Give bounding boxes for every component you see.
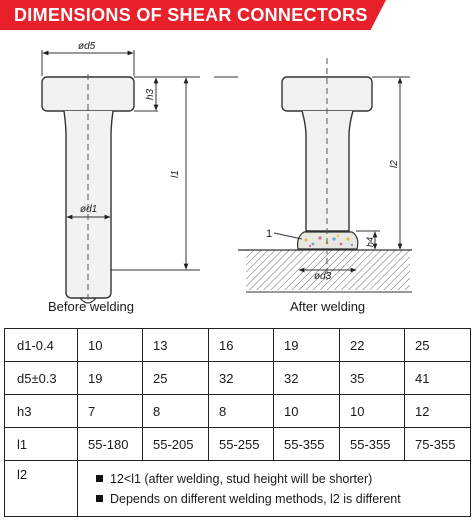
table-row (5, 428, 471, 461)
h3-label: h3 (145, 88, 156, 100)
l1-label: l1 (170, 170, 181, 178)
table-cell: 75-355 (405, 428, 471, 461)
table-cell: 10 (78, 329, 143, 362)
h4-label: h4 (365, 236, 375, 247)
table-cell: 8 (143, 395, 209, 428)
table-cell: 55-205 (143, 428, 209, 461)
table-cell: 55-355 (274, 428, 340, 461)
table-cell: 55-355 (340, 428, 405, 461)
table-cell: 55-255 (209, 428, 274, 461)
table-cell: 19 (78, 362, 143, 395)
note-text: 12<l1 (after welding, stud height will be shorter) (110, 471, 373, 486)
note-item (88, 489, 470, 509)
table-cell: 25 (143, 362, 209, 395)
part-1-label: 1 (266, 228, 273, 240)
l2-label: l2 (389, 160, 400, 168)
table-row (5, 329, 471, 362)
notes-cell (78, 461, 471, 517)
page-title: DIMENSIONS OF SHEAR CONNECTORS (14, 5, 368, 25)
row-label: l2 (5, 461, 78, 517)
table-cell: 32 (209, 362, 274, 395)
table-cell: 13 (143, 329, 209, 362)
dimensions-table (4, 328, 471, 517)
table-cell: 8 (209, 395, 274, 428)
table-cell: 41 (405, 362, 471, 395)
part-1-leader (274, 233, 302, 239)
table-cell: 12 (405, 395, 471, 428)
table-row (5, 395, 471, 428)
bullet-icon (96, 475, 103, 482)
row-label: d5±0.3 (5, 362, 78, 395)
table-row (5, 362, 471, 395)
table-cell: 19 (274, 329, 340, 362)
row-label: l1 (5, 428, 78, 461)
shear-connector-drawing (0, 30, 474, 322)
d3-label: ød3 (314, 271, 332, 282)
table-cell: 25 (405, 329, 471, 362)
table-cell: 10 (274, 395, 340, 428)
table-cell: 35 (340, 362, 405, 395)
caption-after-welding: After welding (290, 299, 366, 314)
row-label: h3 (5, 395, 78, 428)
caption-before-welding: Before welding (48, 299, 134, 314)
bullet-icon (96, 495, 103, 502)
note-item (88, 469, 470, 489)
note-text: Depends on different welding methods, l2 is different (110, 491, 401, 506)
table-cell: 32 (274, 362, 340, 395)
table-cell: 22 (340, 329, 405, 362)
d5-label: ød5 (78, 41, 96, 52)
table-cell: 7 (78, 395, 143, 428)
d1-label: ød1 (80, 204, 98, 215)
row-label: d1-0.4 (5, 329, 78, 362)
table-cell: 55-180 (78, 428, 143, 461)
table-row-notes (5, 461, 471, 517)
table-cell: 16 (209, 329, 274, 362)
table-cell: 10 (340, 395, 405, 428)
